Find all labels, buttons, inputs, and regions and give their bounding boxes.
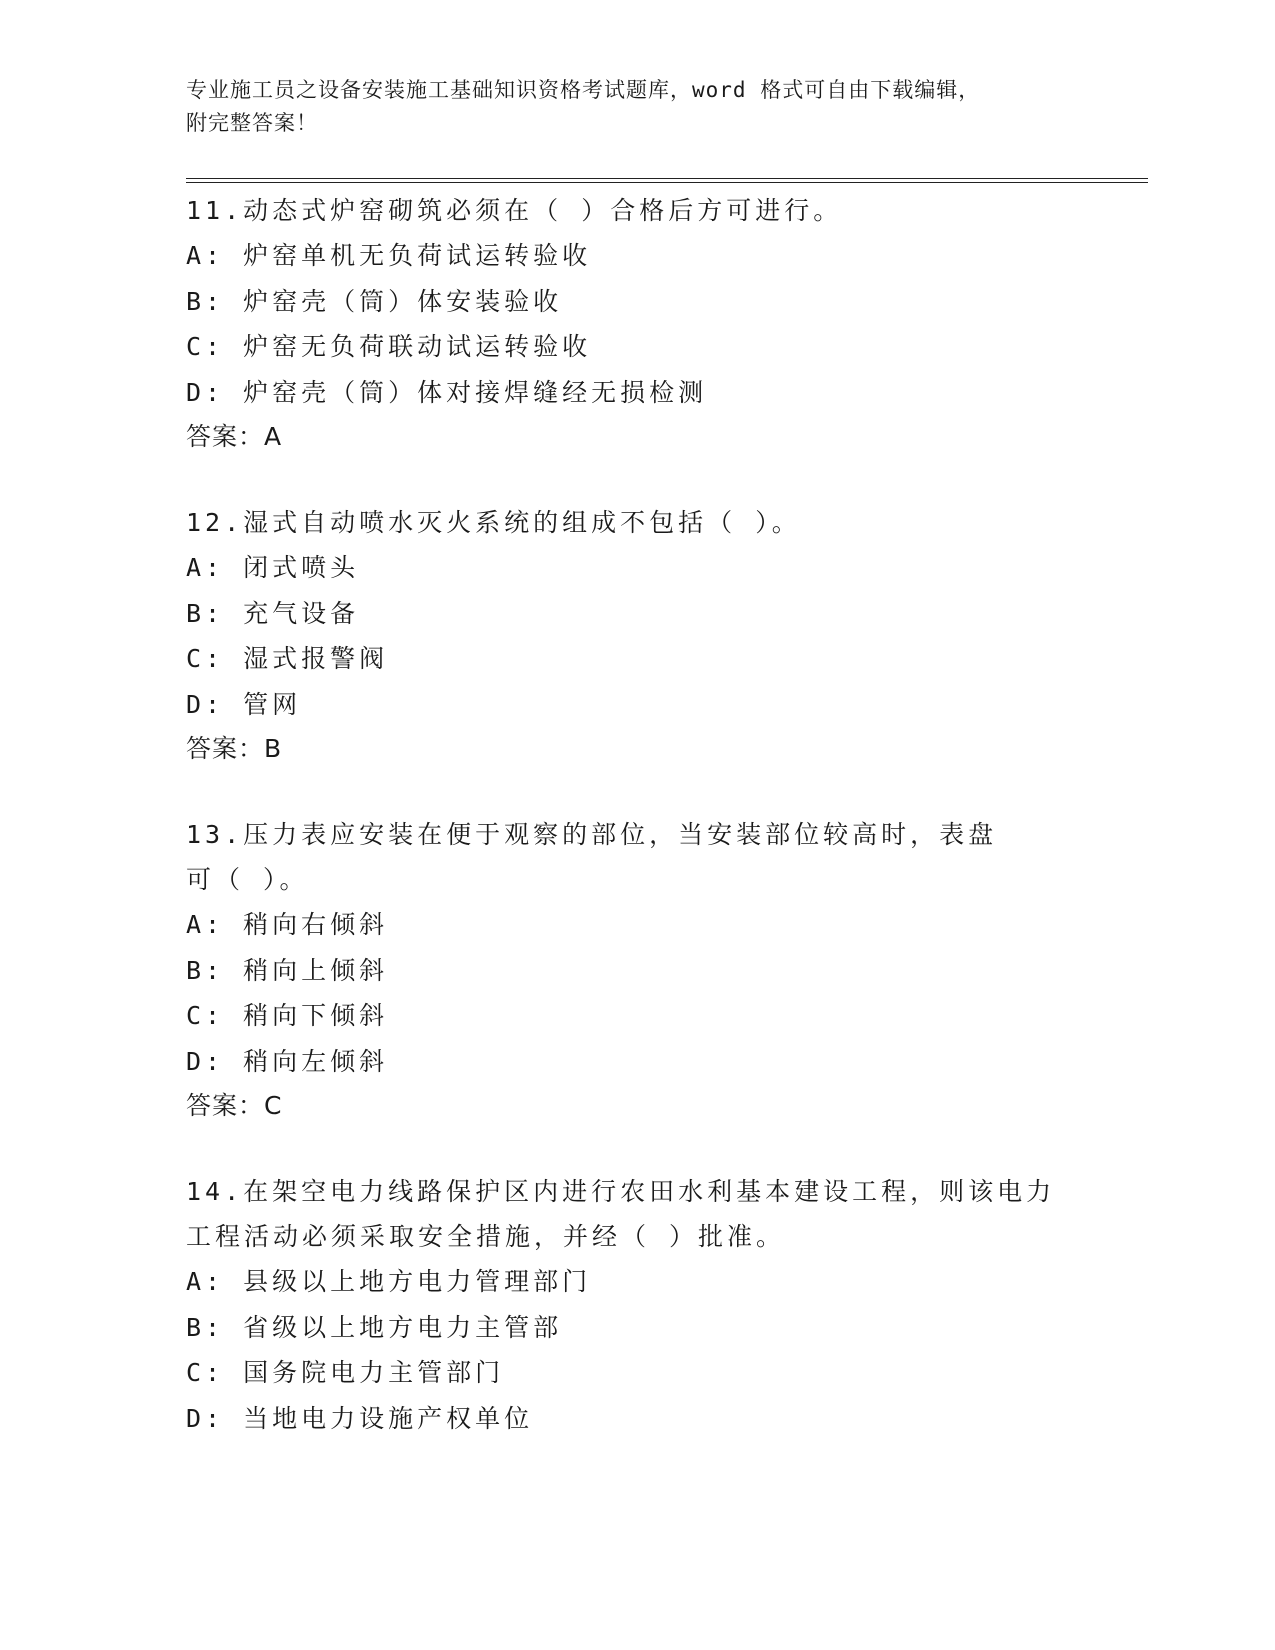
option-b: B: 充气设备 (186, 598, 360, 628)
question-number: 14. (186, 1177, 244, 1206)
option-b: B: 炉窑壳（筒）体安装验收 (186, 286, 563, 316)
option-c: C: 稍向下倾斜 (186, 1001, 389, 1030)
option-b: B: 省级以上地方电力主管部 (186, 1312, 563, 1342)
question-list (186, 188, 1086, 1482)
question-13 (186, 812, 1086, 1128)
document-header (186, 74, 1086, 140)
header-line-1: 专业施工员之设备安装施工基础知识资格考试题库，word 格式可自由下载编辑， (186, 78, 981, 102)
header-divider (186, 178, 1148, 183)
question-stem (186, 812, 1026, 902)
question-text: 压力表应安装在便于观察的部位，当安装部位较高时，表盘可（ ）。 (186, 820, 998, 894)
option-a: A: 稍向右倾斜 (186, 910, 389, 939)
question-12 (186, 500, 1086, 771)
question-stem (186, 1169, 1056, 1259)
header-line-2: 附完整答案！ (186, 111, 318, 135)
option-a: A: 闭式喷头 (186, 553, 360, 582)
question-number: 12. (186, 508, 244, 537)
option-c: C: 湿式报警阀 (186, 644, 389, 673)
answer-line: 答案：B (186, 734, 283, 763)
question-text: 在架空电力线路保护区内进行农田水利基本建设工程，则该电力工程活动必须采取安全措施，并经（ ）批准。 (186, 1177, 1056, 1251)
option-a: A: 县级以上地方电力管理部门 (186, 1267, 592, 1296)
question-text: 动态式炉窑砌筑必须在（ ）合格后方可进行。 (243, 196, 843, 225)
question-14 (186, 1169, 1086, 1441)
option-d: D: 当地电力设施产权单位 (186, 1403, 534, 1433)
option-c: C: 国务院电力主管部门 (186, 1358, 505, 1387)
question-number: 11. (186, 196, 244, 225)
question-number: 13. (186, 820, 244, 849)
option-b: B: 稍向上倾斜 (186, 955, 389, 985)
option-a: A: 炉窑单机无负荷试运转验收 (186, 241, 592, 270)
option-d: D: 炉窑壳（筒）体对接焊缝经无损检测 (186, 377, 708, 407)
option-d: D: 管网 (186, 689, 302, 719)
question-stem (186, 188, 1086, 233)
question-11 (186, 188, 1086, 459)
answer-line: 答案：A (186, 422, 283, 451)
option-c: C: 炉窑无负荷联动试运转验收 (186, 332, 592, 361)
question-text: 湿式自动喷水灭火系统的组成不包括（ ）。 (243, 508, 801, 537)
question-stem (186, 500, 1086, 545)
option-d: D: 稍向左倾斜 (186, 1046, 389, 1076)
answer-line: 答案：C (186, 1091, 283, 1120)
